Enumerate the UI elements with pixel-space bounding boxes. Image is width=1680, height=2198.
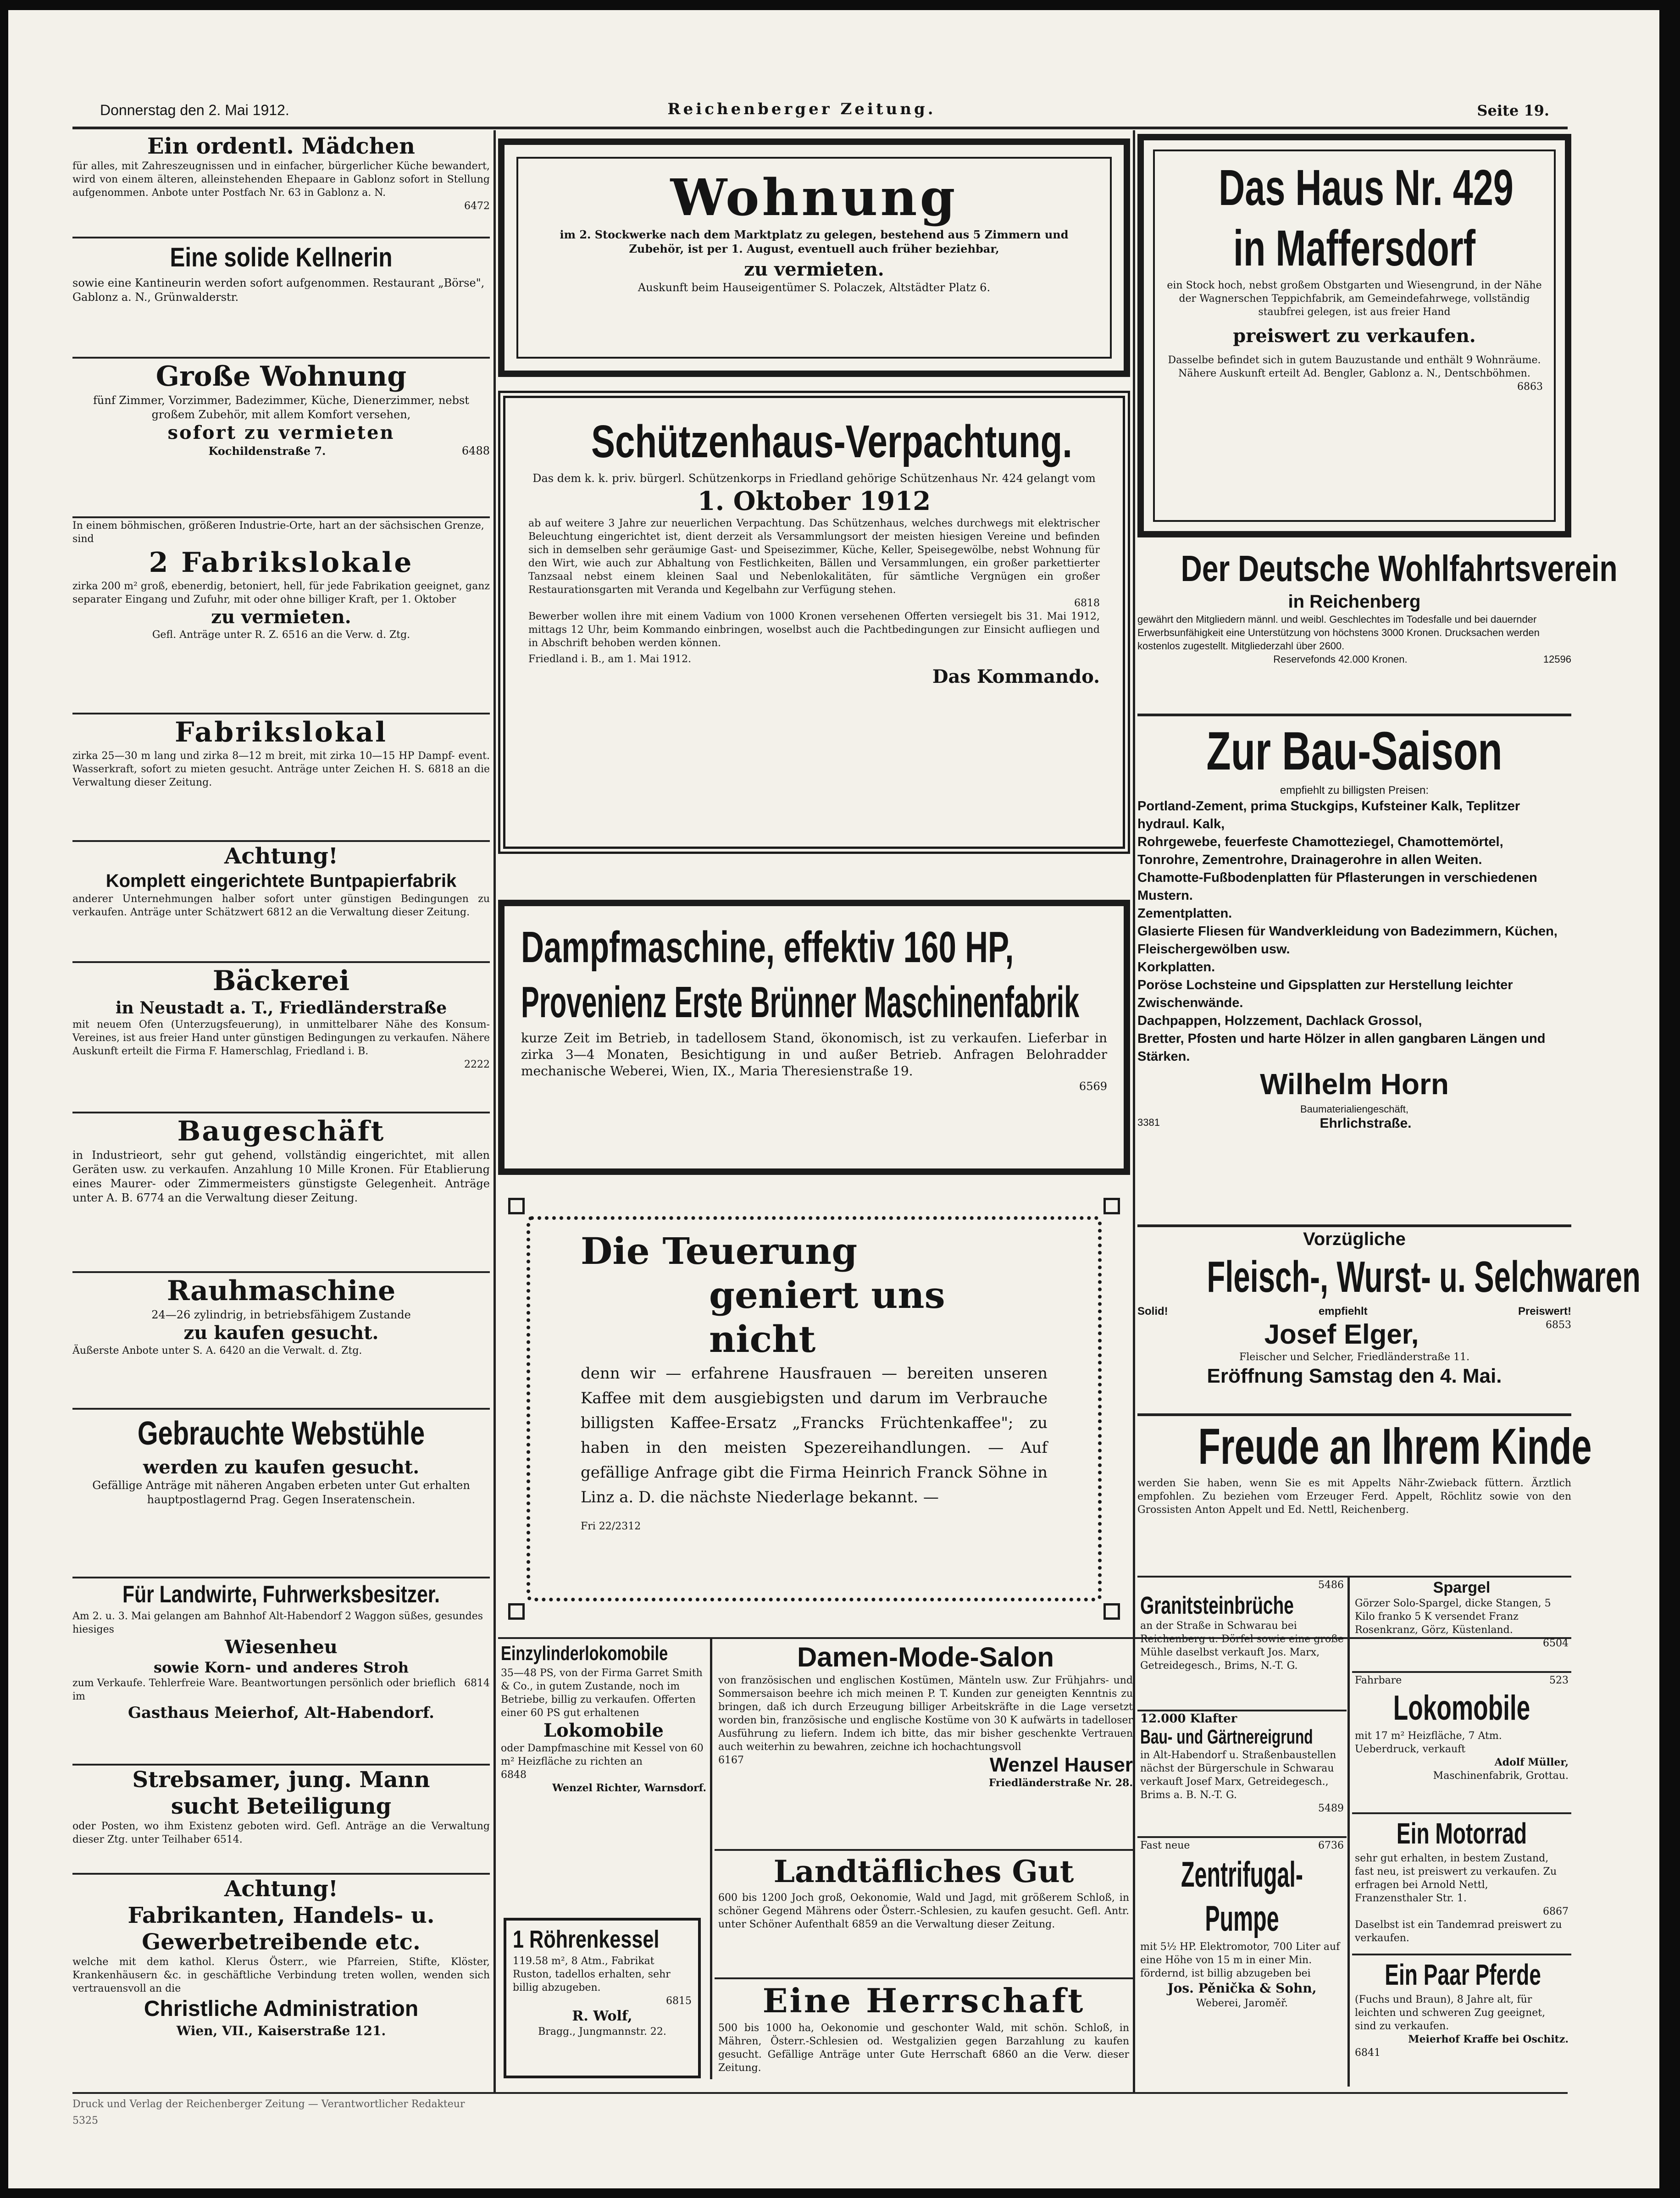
ad-subheading: zu vermieten.	[211, 606, 351, 628]
header-page-number: Seite 19.	[1477, 102, 1549, 119]
ad-signature: Das Kommando.	[932, 666, 1100, 687]
ad-subheading: Fabrikanten, Handels- u. Gewerbetreibende etc.	[128, 1903, 435, 1955]
ad-heading: Achtung!	[224, 1876, 338, 1902]
section-rule	[1137, 1576, 1571, 1578]
ad-rule	[1137, 1710, 1347, 1711]
ad-body: zirka 200 m² groß, ebenerdig, betoniert, hell, für jede Fabrikation geeignet, ganz separater Eingang und Zufuhr, mit oder ohne billiger Kraft, per 1. Oktober	[72, 581, 490, 605]
ad-footer: Nähere Auskunft erteilt Ad. Bengler, Gablonz a. N., Dentschböhmen.	[1178, 368, 1530, 379]
corner-ornament	[1103, 1198, 1120, 1214]
ad-heading: Die Teuerung	[581, 1229, 858, 1273]
ad-subheading: preiswert zu verkaufen.	[1233, 325, 1476, 347]
ad-bau-saison	[1137, 719, 1571, 1224]
ad-rule	[1137, 714, 1571, 716]
ad-subheading: werden zu kaufen gesucht.	[143, 1456, 420, 1478]
ad-place: Friedland i. B., am 1. Mai 1912.	[528, 653, 692, 665]
ad-motorrad	[1352, 1815, 1571, 1953]
ad-rule	[72, 1271, 490, 1273]
ad-heading: Einzylinderlokomobile	[501, 1642, 668, 1665]
ad-body-2: oder Dampfmaschine mit Kessel von 60 m² Heizfläche zu richten an	[501, 1743, 704, 1767]
ad-grosse-wohnung	[72, 360, 490, 515]
ad-landtaefliches-gut	[715, 1852, 1133, 1977]
ad-address: Gasthaus Meierhof, Alt-Habendorf.	[128, 1704, 435, 1722]
ad-lokomobile	[1352, 1674, 1571, 1811]
ad-signature-line: Baumaterialiengeschäft,	[1300, 1103, 1409, 1115]
product-item: Portland-Zement, prima Stuckgips, Kufsteiner Kalk, Teplitzer hydraul. Kalk,	[1137, 799, 1520, 831]
ad-teuerung	[508, 1198, 1120, 1620]
ad-footer: zum Verkaufe. Tehlerfreie Ware. Beantwortungen persönlich oder brieflich im	[72, 1678, 456, 1702]
ad-signature: Wenzel Hauser	[989, 1754, 1133, 1776]
ad-tag: Preiswert!	[1518, 1305, 1571, 1318]
ad-body: an der Straße in Schwarau bei Reichenberg u. Dörfel sowie eine große Mühle daselbst verkauft Jos. Marx, Getreidegesch., Brims, N.-T. G.	[1140, 1620, 1344, 1672]
ad-heading: 1 Röhrenkessel	[513, 1926, 660, 1953]
product-item: Chamotte-Fußbodenplatten für Pflasterungen in verschiedenen Mustern.	[1137, 870, 1537, 903]
ad-number: 12596	[1543, 653, 1571, 665]
ad-number: 6815	[666, 1995, 692, 2007]
ad-signature: Adolf Müller,	[1494, 1756, 1569, 1768]
product-list	[1137, 797, 1571, 1066]
ad-address: Wien, VII., Kaiserstraße 121.	[176, 2023, 386, 2038]
ad-date: 1. Oktober 1912	[697, 486, 931, 516]
ad-landwirte	[72, 1579, 490, 1763]
ad-body: mit 5½ HP. Elektromotor, 700 Liter auf eine Höhe von 15 m in einer Min. fördernd, ist billig abzugeben bei	[1140, 1941, 1340, 1979]
ad-heading: 12.000 Klafter	[1140, 1712, 1237, 1726]
ad-subheading: sofort zu vermieten	[167, 422, 395, 443]
ad-body: zirka 25—30 m lang und zirka 8—12 m breit, mit zirka 10—15 HP Dampf- event. Wasserkraft, sofort zu mieten gesucht. Anträge unter Zeichen H. S. 6818 an die Verwaltung dieser Zeitung.	[72, 750, 490, 788]
ad-body: gewährt den Mitgliedern männl. und weibl. Geschlechtes im Todesfalle und bei dauernder Erwerbsunfähigkeit eine Unterstützung von höchstens 3000 Kronen. Drucksachen werden kostenlos zugestellt. Mitgliederzahl über 2600.	[1137, 614, 1540, 652]
ad-baeckerei	[72, 964, 490, 1111]
ad-intro: In einem böhmischen, größeren Industrie-Orte, hart an der sächsischen Grenze, sind	[72, 520, 484, 545]
ad-heading: Strebsamer, jung. Mann	[132, 1767, 430, 1793]
ad-number: 6569	[1079, 1080, 1107, 1093]
ad-heading: Dampfmaschine, effektiv 160 HP,	[521, 923, 1014, 972]
ad-address: Ehrlichstraße.	[1320, 1116, 1412, 1131]
corner-ornament	[508, 1603, 525, 1620]
ad-subheading-2: Christliche Administration	[144, 1997, 419, 2021]
ad-footer: Eröffnung Samstag den 4. Mai.	[1207, 1365, 1502, 1387]
product-item: Glasierte Fliesen für Wandverkleidung von Badezimmern, Küchen, Fleischergewölben usw.	[1137, 924, 1558, 957]
ad-rauhmaschine	[72, 1274, 490, 1407]
ad-intro: Das dem k. k. priv. bürgerl. Schützenkorps in Friedland gehörige Schützenhaus Nr. 424 gelangt vom	[532, 472, 1096, 485]
ad-heading: Gebrauchte Webstühle	[137, 1415, 425, 1452]
ad-haus-429	[1137, 134, 1571, 537]
ad-number: 6736	[1318, 1840, 1344, 1851]
ad-subheading: in Neustadt a. T., Friedländerstraße	[115, 998, 447, 1018]
ad-heading: Ein Motorrad	[1396, 1817, 1527, 1850]
ad-roehrenkessel	[504, 1918, 701, 2078]
ad-signature: R. Wolf,	[572, 2008, 632, 2024]
ad-subheading: empfiehlt zu billigsten Preisen:	[1280, 784, 1429, 797]
ad-footer: Gefl. Anträge unter R. Z. 6516 an die Verw. d. Ztg.	[152, 629, 410, 641]
ad-address: Bragg., Jungmannstr. 22.	[538, 2026, 666, 2037]
column-divider	[493, 130, 496, 2093]
ad-heading: Für Landwirte, Fuhrwerksbesitzer.	[122, 1581, 440, 1608]
ad-zentrifugalpumpe	[1137, 1839, 1347, 2087]
ad-body: von französischen und englischen Kostümen, Mänteln usw. Zur Frühjahrs- und Sommersaison beehre ich mich meinen P. T. Kunden zur geneigten Kenntnis zu bringen, daß ich durch Erzeugung billiger Arbeitskräfte in die Lage versetzt worden bin, französische und englische Kostüme von 30 K aufwärts in tadelloser Ausführung zu liefern. Indem ich bitte, das mir bisher geschenkte Vertrauen auch weiterhin zu bewahren, zeichne ich hochachtungsvoll	[718, 1675, 1133, 1753]
ad-intro: Vorzügliche	[1303, 1229, 1406, 1249]
ad-rule	[715, 1977, 1133, 1979]
ad-intro: Fast neue	[1140, 1840, 1190, 1851]
footer-imprint: Druck und Verlag der Reichenberger Zeitung — Verantwortlicher Redakteur	[72, 2098, 465, 2110]
ad-body: für alles, mit Zahreszeugnissen und in einfacher, bürgerlicher Küche bewandert, wird von einem älteren, alleinstehenden Ehepaare in Gablonz sofort in Stellung aufgenommen. Anbote unter Postfach Nr. 63 in Gablonz a. N.	[72, 161, 490, 199]
ad-rule	[715, 1849, 1133, 1851]
ad-wohnung	[498, 138, 1130, 377]
ad-rule	[72, 237, 490, 238]
newspaper-page	[8, 10, 1659, 2188]
ad-tag: Solid!	[1137, 1305, 1168, 1318]
ad-body: denn wir — erfahrene Hausfrauen — bereiten unseren Kaffee mit dem ausgiebigsten und darum im Verbrauche billigsten Kaffee-Ersatz „Francks Früchtenkaffee"; zu haben in den meisten Spezereihandlungen. — Auf gefällige Anfrage gibt die Firma Heinrich Franck Söhne in Linz a. D. die nächste Niederlage bekannt. —	[581, 1364, 1048, 1506]
ad-rule	[1137, 1413, 1571, 1416]
ad-rule	[1352, 1954, 1571, 1955]
ad-body: in Industrieort, sehr gut gehend, vollständig eingerichtet, mit allen Geräten usw. zu verkaufen. Anzahlung 10 Mille Kronen. Für Etablierung eines Maurer- oder Zimmermeisters günstigste Gelegenheit. Anträge unter A. B. 6774 an die Verwaltung dieser Zeitung.	[72, 1149, 490, 1204]
ad-number: 3381	[1137, 1117, 1160, 1128]
ad-body: 35—48 PS, von der Firma Garret Smith & Co., in gutem Zustande, noch im Betriebe, billig zu verkaufen. Offerten einer 60 PS gut erhaltenen	[501, 1667, 703, 1719]
ad-body: welche mit dem kathol. Klerus Österr., wie Pfarreien, Stifte, Klöster, Krankenhäusern &c. in geschäftliche Verbindung treten wollen, wenden sich vertrauensvoll an die	[72, 1956, 490, 1994]
ad-rule	[1137, 1224, 1571, 1227]
ad-address: Maschinenfabrik, Grottau.	[1433, 1770, 1569, 1782]
ad-subheading-2: sowie Korn- und anderes Stroh	[153, 1659, 409, 1676]
ad-subheading: zu vermieten.	[744, 259, 884, 280]
ad-number: 2222	[464, 1059, 490, 1070]
ad-heading: Fleisch-, Wurst- u. Selchwaren	[1207, 1252, 1641, 1301]
header-masthead: Reichenberger Zeitung.	[667, 100, 936, 118]
ad-fabrikslokale	[72, 519, 490, 712]
ad-number: 6841	[1355, 2047, 1381, 2059]
product-item: Zementplatten.	[1137, 906, 1232, 921]
ad-heading-2: in Maffersdorf	[1233, 220, 1476, 277]
ad-body: Görzer Solo-Spargel, dicke Stangen, 5 Kilo franko 5 K versendet Franz Rosenkranz, Görz, Küstenland.	[1355, 1598, 1551, 1636]
product-item: Poröse Lochsteine und Gipsplatten zur Herstellung leichter Zwischenwände.	[1137, 978, 1513, 1010]
ad-body: Am 2. u. 3. Mai gelangen am Bahnhof Alt-Habendorf 2 Waggon süßes, gesundes hiesiges	[72, 1611, 483, 1635]
ad-heading: Große Wohnung	[155, 360, 407, 393]
ad-heading: Damen-Mode-Salon	[797, 1642, 1054, 1672]
ad-rule	[1352, 1671, 1571, 1673]
ad-number: 5486	[1318, 1579, 1344, 1591]
header-rule	[72, 127, 1568, 129]
corner-ornament	[508, 1198, 525, 1214]
ad-number: 5489	[1318, 1803, 1344, 1814]
ad-heading-2: Provenienz Erste Brünner Maschinenfabrik	[521, 978, 1080, 1027]
ad-subheading: in Reichenberg	[1288, 592, 1421, 612]
ad-rule	[72, 516, 490, 518]
ad-body-2: Bewerber wollen ihre mit einem Vadium von 1000 Kronen versehenen Offerten versiegelt bis 31. Mai 1912, mittags 12 Uhr, beim Kommando einbringen, woselbst auch die Pachtbedingungen zur Einsicht aufliegen und in Abschrift behoben werden können.	[528, 611, 1100, 649]
ad-fleischwaren	[1137, 1228, 1641, 1412]
ad-rule	[72, 713, 490, 714]
ad-number: 6488	[461, 444, 490, 457]
ad-heading-2: geniert uns nicht	[709, 1273, 945, 1361]
ad-rule	[72, 1408, 490, 1410]
ad-heading: Ein ordentl. Mädchen	[147, 133, 415, 159]
ad-rule	[72, 1764, 490, 1766]
ad-signature: Jos. Pěnička & Sohn,	[1167, 1981, 1317, 1996]
ad-body: im 2. Stockwerke nach dem Marktplatz zu gelegen, bestehend aus 5 Zimmern und Zubehör, ist per 1. August, eventuell auch früher beziehbar,	[560, 228, 1069, 255]
ad-address: Wenzel Richter, Warnsdorf.	[552, 1782, 706, 1794]
ad-heading: Eine Herrschaft	[762, 1981, 1085, 2020]
ad-body: mit 17 m² Heizfläche, 7 Atm. Ueberdruck, verkauft	[1355, 1730, 1502, 1755]
ad-body: 500 bis 1000 ha, Oekonomie und geschonter Wald, mit schön. Schloß, in Mähren, Österr.-Schlesien od. Westgalizien gegen Barzahlung zu kaufen gesucht. Gefällige Anträge unter Gute Herrschaft 6860 an die Verw. dieser Zeitung.	[718, 2022, 1129, 2074]
ad-heading: Lokomobile	[1393, 1689, 1530, 1727]
ad-number: 6848	[501, 1769, 527, 1781]
ad-body: oder Posten, wo ihm Existenz geboten wird. Gefl. Anträge an die Verwaltung dieser Ztg. unter Teilhaber 6514.	[72, 1821, 490, 1845]
ad-body: (Fuchs und Braun), 8 Jahre alt, für leichten und schweren Zug geeignet, sind zu verkaufen.	[1355, 1994, 1546, 2032]
ad-body: ein Stock hoch, nebst großem Obstgarten und Wiesengrund, in der Nähe der Wagnerschen Teppichfabrik, am Gemeindefahrwege, vollständig staubfrei gelegen, ist aus freier Hand	[1167, 280, 1542, 318]
ad-number: 6853	[1545, 1319, 1571, 1331]
ad-fabrikslokal	[72, 715, 490, 839]
product-item: Bretter, Pfosten und harte Hölzer in allen gangbaren Längen und Stärken.	[1137, 1031, 1546, 1064]
ad-heading: Wohnung	[670, 168, 958, 227]
product-item: Dachpappen, Holzzement, Dachlack Grossol,	[1137, 1013, 1422, 1028]
ad-body: fünf Zimmer, Vorzimmer, Badezimmer, Küche, Dienerzimmer, nebst großem Zubehör, mit allem Komfort versehen,	[93, 394, 469, 421]
ad-body: Gefällige Anträge mit näheren Angaben erbeten unter Gut erhalten hauptpostlagernd Prag. Gegen Inseratenschein.	[92, 1479, 470, 1506]
ad-number: 6818	[1074, 598, 1100, 609]
ad-heading: Freude an Ihrem Kinde	[1198, 1418, 1592, 1475]
ad-dampfmaschine	[498, 900, 1130, 1175]
ad-buntpapierfabrik	[72, 843, 490, 960]
ad-rule	[1352, 1812, 1571, 1814]
ad-body: in Alt-Habendorf u. Straßenbaustellen nächst der Bürgerschule in Schwarau verkauft Josef Marx, Getreidegesch., Brims a. B. N.-T. G.	[1140, 1750, 1336, 1801]
ad-body: mit neuem Ofen (Unterzugsfeuerung), in unmittelbarer Nähe des Konsum-Vereines, ist aus freier Hand unter günstigen Bedingungen zu verkaufen. Nähere Auskunft erteilt die Firma F. Hamerschlag, Friedland i. B.	[72, 1019, 490, 1057]
ad-kellnerin	[72, 239, 490, 354]
ad-number: 6504	[1543, 1638, 1569, 1649]
ad-rule	[72, 1112, 490, 1113]
corner-ornament	[1103, 1603, 1120, 1620]
footer-rule	[72, 2092, 1568, 2094]
ad-rule	[72, 1577, 490, 1578]
ad-body: sehr gut erhalten, in bestem Zustand, fast neu, ist preiswert zu verkaufen. Zu erfragen bei Arnold Nettl, Franzensthaler Str. 1.	[1355, 1853, 1557, 1904]
ad-heading: Schützenhaus-Verpachtung.	[591, 416, 1072, 467]
ad-klafter	[1137, 1712, 1347, 1834]
ad-heading: Das Haus Nr. 429	[1219, 160, 1514, 216]
ad-body: kurze Zeit im Betrieb, in tadellosem Stand, ökonomisch, ist zu verkaufen. Lieferbar in zirka 3—4 Monaten, Besichtigung in und außer Betrieb. Anfragen Belohradder mechanische Weberei, Wien, IX., Maria Theresienstraße 19.	[521, 1030, 1107, 1079]
ad-intro: Fahrbare	[1355, 1675, 1402, 1686]
ad-heading: Bäckerei	[212, 965, 350, 997]
ad-heading: Ein Paar Pferde	[1385, 1958, 1541, 1991]
ad-beteiligung	[72, 1766, 490, 1872]
ad-body: ab auf weitere 3 Jahre zur neuerlichen Verpachtung. Das Schützenhaus, welches durchwegs mit elektrischer Beleuchtung eingerichtet ist, dient derzeit als Versammlungsort der meisten hiesigen Vereine und befinden sich in demselben sehr geräumige Gast- und Speisezimmer, Küche, Keller, Speisegewölbe, nebst Wohnung für den Wirt, wie auch zur Abhaltung von Festlichkeiten, Bällen und Versammlungen, ein großer parkettierter Tanzsaal nebst einem kleinen Saal und Nebenlokalitäten, für sämtliche Vergnügen ein großer Restaurationsgarten mit Veranda und Kegelbahn zur Verfügung stehen.	[528, 518, 1100, 596]
ad-address: Friedländerstraße Nr. 28.	[988, 1777, 1133, 1789]
ad-frame	[527, 1216, 1102, 1601]
ad-rule	[72, 1873, 490, 1875]
ad-subheading: sucht Beteiligung	[171, 1794, 392, 1819]
ad-rule	[1137, 1836, 1347, 1838]
ad-number: 6867	[1543, 1906, 1569, 1917]
footer-code: 5325	[72, 2115, 98, 2126]
ad-wohlfahrtsverein	[1137, 547, 1618, 712]
ad-body: 24—26 zylindrig, in betriebsfähigem Zustande	[151, 1308, 411, 1321]
ad-body: 600 bis 1200 Joch groß, Oekonomie, Wald und Jagd, mit größerem Schloß, in schöner Gegend Mährens oder Österr.-Schlesien, zu kaufen gesucht. Gefl. Antr. unter Schöner Aufenthalt 6859 an die Verwaltung dieser Zeitung.	[718, 1892, 1129, 1930]
ad-body: sowie eine Kantineurin werden sofort aufgenommen. Restaurant „Börse", Gablonz a. N., Grünwalderstr.	[72, 277, 485, 304]
ad-body-2: Daselbst ist ein Tandemrad preiswert zu verkaufen.	[1355, 1919, 1562, 1944]
ad-subheading: Komplett eingerichtete Buntpapierfabrik	[105, 871, 457, 891]
ad-herrschaft	[715, 1980, 1133, 2090]
ad-tag: empfiehlt	[1318, 1305, 1368, 1318]
ad-body: Fleischer und Selcher, Friedländerstraße 11.	[1239, 1351, 1470, 1363]
header-date: Donnerstag den 2. Mai 1912.	[100, 102, 289, 118]
ad-granitsteinbrueche	[1137, 1578, 1347, 1708]
ad-footer: Äußerste Anbote unter S. A. 6420 an die Verwalt. d. Ztg.	[72, 1345, 362, 1356]
column-divider	[710, 1639, 712, 2079]
ad-body: werden Sie haben, wenn Sie es mit Appelts Nähr-Zwieback füttern. Ärztlich empfohlen. Zu beziehen vom Erzeuger Ferd. Appelt, Röchlitz sowie von den Grossisten Anton Appelt und Ed. Nettl, Reichenberg.	[1137, 1478, 1571, 1516]
ad-rule	[72, 961, 490, 963]
ad-heading: Achtung!	[224, 843, 338, 869]
ad-number: 6863	[1517, 381, 1543, 393]
ad-heading: Eine solide Kellnerin	[170, 243, 393, 272]
product-item: Rohrgewebe, feuerfeste Chamotteziegel, Chamottemörtel,	[1137, 835, 1503, 849]
product-item: Korkplatten.	[1137, 960, 1215, 974]
ad-number: 6472	[464, 200, 490, 212]
ad-heading: Baugeschäft	[177, 1115, 385, 1147]
ad-subheading: Bau- und Gärtnereigrund	[1140, 1726, 1313, 1748]
ad-baugeschaeft	[72, 1114, 490, 1270]
ad-number: 6814	[464, 1678, 490, 1689]
ad-heading: Spargel	[1433, 1579, 1491, 1596]
ad-rule	[72, 840, 490, 842]
ad-address: Kochildenstraße 7.	[208, 444, 326, 458]
product-item: Tonrohre, Zementrohre, Drainagerohre in allen Weiten.	[1137, 853, 1482, 867]
column-divider	[1347, 1578, 1350, 2087]
ad-heading: Zentrifugal-Pumpe	[1181, 1854, 1303, 1938]
ad-heading: Rauhmaschine	[166, 1275, 396, 1307]
ad-heading: Fabrikslokal	[175, 716, 388, 748]
ad-footer: Reservefonds 42.000 Kronen.	[1273, 653, 1408, 665]
ad-heading: Zur Bau-Saison	[1206, 721, 1503, 781]
ad-heading: 2 Fabrikslokale	[149, 547, 414, 579]
ad-number: 523	[1549, 1675, 1569, 1686]
ad-webstuehle	[72, 1411, 490, 1576]
ad-mode-salon	[715, 1641, 1137, 1848]
ad-freude	[1137, 1417, 1592, 1573]
ad-rule	[72, 357, 490, 359]
ad-heading: Granitsteinbrüche	[1140, 1592, 1294, 1619]
ad-subheading: zu kaufen gesucht.	[183, 1322, 379, 1344]
ad-heading: Der Deutsche Wohlfahrtsverein	[1181, 548, 1618, 589]
ad-address: Weberei, Jaroměř.	[1196, 1998, 1288, 2009]
ad-number: 6167	[718, 1755, 744, 1766]
ad-body: anderer Unternehmungen halber sofort unter günstigen Bedingungen zu verkaufen. Anträge unter Schätzwert 6812 an die Verwaltung dieser Zeitung.	[72, 893, 490, 918]
ad-body-2: Dasselbe befindet sich in gutem Bauzustande und enthält 9 Wohnräume.	[1168, 354, 1541, 366]
ad-pferde	[1352, 1956, 1571, 2089]
ad-address: Meierhof Kraffe bei Oschitz.	[1408, 2033, 1569, 2045]
ad-heading: Landtäfliches Gut	[773, 1854, 1074, 1889]
ad-signature: Wilhelm Horn	[1260, 1068, 1449, 1101]
ad-subheading: Wiesenheu	[225, 1636, 338, 1658]
ad-subheading: Lokomobile	[543, 1720, 664, 1741]
ad-code: Fri 22/2312	[581, 1521, 641, 1532]
ad-einzylinder	[498, 1641, 709, 1934]
ad-body: 119.58 m², 8 Atm., Fabrikat Ruston, tadellos erhalten, sehr billig abzugeben.	[513, 1955, 671, 1993]
ad-christliche-administration	[72, 1876, 490, 2068]
ad-schuetzenhaus	[498, 391, 1130, 854]
ad-footer: Auskunft beim Hauseigentümer S. Polaczek, Altstädter Platz 6.	[638, 281, 991, 294]
ad-maedchen	[72, 133, 490, 234]
ad-signature: Josef Elger,	[1264, 1319, 1419, 1350]
